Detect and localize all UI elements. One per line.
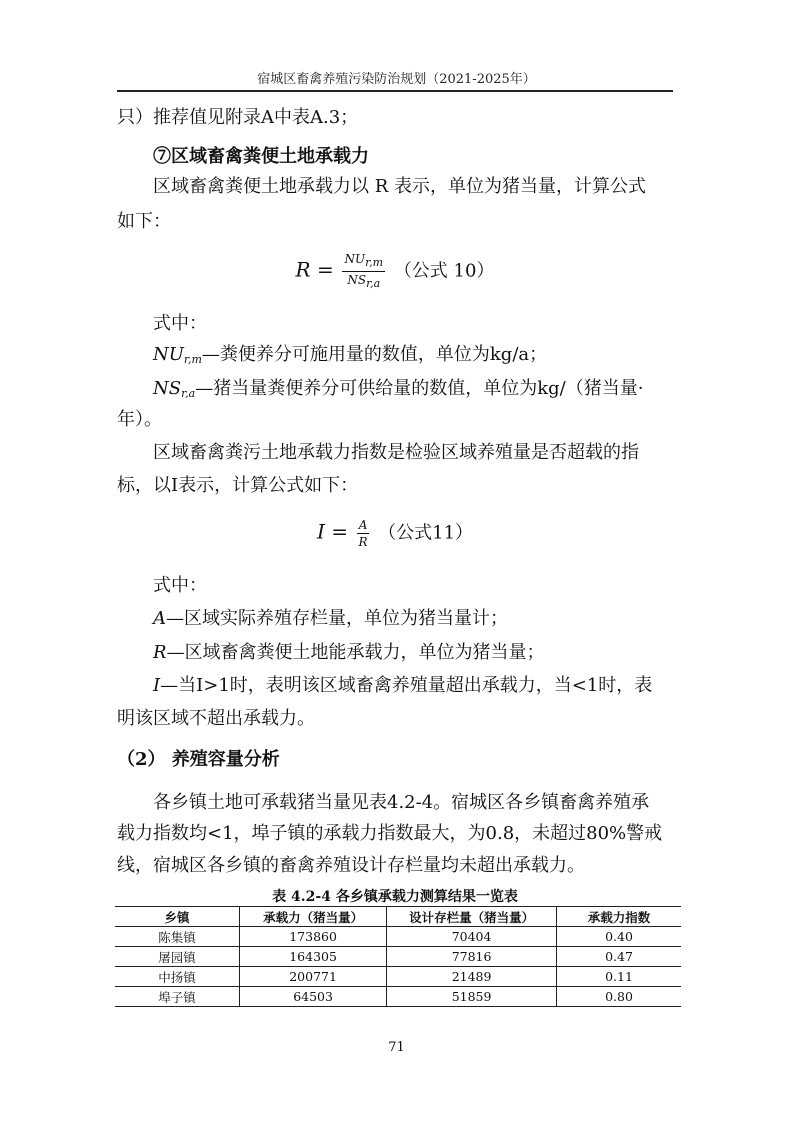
table-cell: 埠子镇 xyxy=(115,987,240,1007)
table-row xyxy=(115,947,681,967)
table-cell: 21489 xyxy=(387,967,557,987)
table-cell: 0.47 xyxy=(556,947,681,967)
paragraph-line: 明该区域不超出承载力。 xyxy=(117,708,315,729)
paragraph-line: 区域畜禽粪污土地承载力指数是检验区域养殖量是否超载的指 xyxy=(153,442,639,463)
paragraph-line: 标，以I表示，计算公式如下： xyxy=(117,475,359,496)
table-cell: 64503 xyxy=(240,987,387,1007)
paragraph-line: 只）推荐值见附录A中表A.3； xyxy=(117,107,359,128)
capacity-table xyxy=(115,906,681,1007)
column-header: 乡镇 xyxy=(115,907,240,927)
formula-lhs: I = xyxy=(316,519,348,544)
formula-lhs: R = xyxy=(295,257,334,282)
table-cell: 200771 xyxy=(240,967,387,987)
table-row xyxy=(115,987,681,1007)
table-caption: 表 4.2-4 各乡镇承载力测算结果一览表 xyxy=(272,889,518,905)
paragraph-line: 如下： xyxy=(117,211,171,232)
formula-label: （公式11） xyxy=(378,522,474,544)
paragraph-line: 线，宿城区各乡镇的畜禽养殖设计存栏量均未超出承载力。 xyxy=(117,855,585,876)
formula-fraction: $\frac{NU_{r,m}}{NS_{r,a}}$ xyxy=(344,252,384,290)
paragraph-line: 载力指数均<1，埠子镇的承载力指数最大，为0.8，未超过80%警戒 xyxy=(117,823,663,844)
definition-r: R—区域畜禽粪便土地能承载力，单位为猪当量； xyxy=(153,642,545,663)
table-cell: 0.40 xyxy=(556,927,681,947)
section-heading-2: （2） 养殖容量分析 xyxy=(117,749,280,770)
definition-i: I—当I>1时，表明该区域畜禽养殖量超出承载力，当<1时，表 xyxy=(153,675,653,696)
table-cell: 51859 xyxy=(387,987,557,1007)
table-cell: 屠园镇 xyxy=(115,947,240,967)
table-cell: 0.11 xyxy=(556,967,681,987)
section-heading-7: ⑦区域畜禽粪便土地承载力 xyxy=(153,146,369,167)
table-header-row xyxy=(115,907,681,927)
table-row xyxy=(115,967,681,987)
paragraph-line: 各乡镇土地可承载猪当量见表4.2-4。宿城区各乡镇畜禽养殖承 xyxy=(153,792,650,813)
header-divider xyxy=(117,90,673,92)
page-number: 71 xyxy=(388,1040,405,1055)
definition-ns: $NS_{r,a}—$猪当量粪便养分可供给量的数值，单位为kg/（猪当量· xyxy=(153,378,644,400)
column-header: 承载力指数 xyxy=(556,907,681,927)
definition-a: A—区域实际养殖存栏量，单位为猪当量计； xyxy=(153,608,508,629)
table-cell: 陈集镇 xyxy=(115,927,240,947)
formula-11 xyxy=(117,518,673,549)
table-row xyxy=(115,927,681,947)
formula-label: （公式 10） xyxy=(393,260,495,282)
column-header: 承载力（猪当量） xyxy=(240,907,387,927)
definition-nu: $NU_{r,m}—$粪便养分可施用量的数值，单位为kg/a； xyxy=(153,344,548,366)
table-cell: 77816 xyxy=(387,947,557,967)
formula-10 xyxy=(117,252,673,291)
table-cell: 0.80 xyxy=(556,987,681,1007)
paragraph-line: 式中： xyxy=(153,313,207,334)
table-cell: 164305 xyxy=(240,947,387,967)
paragraph-line: 式中： xyxy=(153,575,207,596)
column-header: 设计存栏量（猪当量） xyxy=(387,907,557,927)
paragraph-line: 年）。 xyxy=(117,409,162,430)
table-cell: 173860 xyxy=(240,927,387,947)
paragraph-line: 区域畜禽粪便土地承载力以 R 表示，单位为猪当量，计算公式 xyxy=(153,176,646,197)
table-cell: 中扬镇 xyxy=(115,967,240,987)
running-header: 宿城区畜禽养殖污染防治规划（2021-2025年） xyxy=(257,72,536,87)
formula-fraction: $\frac{A}{R}$ xyxy=(358,518,368,549)
table-cell: 70404 xyxy=(387,927,557,947)
